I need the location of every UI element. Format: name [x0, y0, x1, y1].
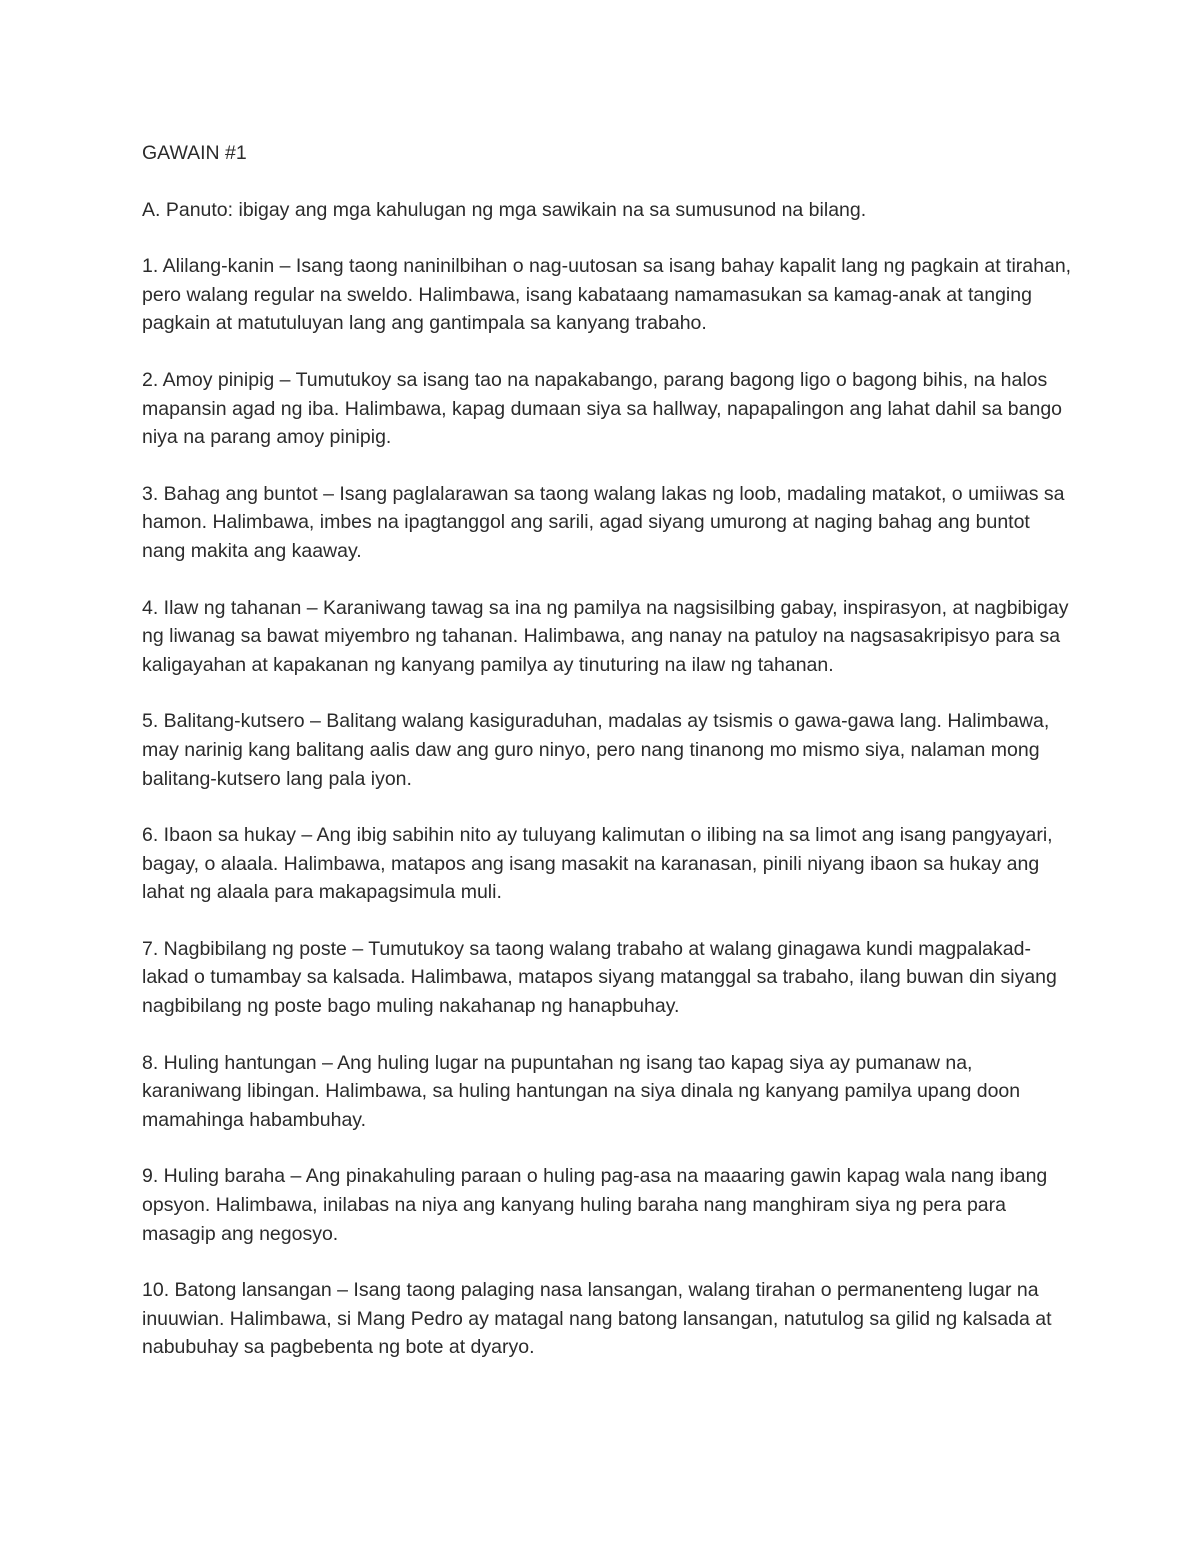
list-item-2: 2. Amoy pinipig – Tumutukoy sa isang tao na napakabango, parang bagong ligo o bagong bihis, na halos mapansin agad ng iba. Halimbawa, kapag dumaan siya sa hallway, napapalingon ang lahat dahil sa bango niya na parang amoy pinipig.	[142, 368, 1063, 449]
instruction-text: A. Panuto: ibigay ang mga kahulugan ng mga sawikain na sa sumusunod na bilang.	[142, 198, 867, 221]
list-item-3: 3. Bahag ang buntot – Isang paglalarawan sa taong walang lakas ng loob, madaling matakot, o umiiwas sa hamon. Halimbawa, imbes na ipagtanggol ang sarili, agad siyang umurong at naging bahag ang buntot nang makita ang kaaway.	[142, 482, 1065, 562]
list-item-5: 5. Balitang-kutsero – Balitang walang kasiguraduhan, madalas ay tsismis o gawa-gawa lang. Halimbawa, may narinig kang balitang aalis daw ang guro ninyo, pero nang tinanong mo mismo siya, nalaman mong balitang-kutsero lang pala iyon.	[142, 710, 1050, 790]
list-item-10: 10. Batong lansangan – Isang taong palaging nasa lansangan, walang tirahan o permanenteng lugar na inuuwian. Halimbawa, si Mang Pedro ay matagal nang batong lansangan, natutulog sa gilid ng kalsada at nabubuhay sa pagbebenta ng bote at dyaryo.	[142, 1279, 1052, 1359]
document-title: GAWAIN #1	[142, 142, 247, 164]
list-item-6: 6. Ibaon sa hukay – Ang ibig sabihin nito ay tuluyang kalimutan o ilibing na sa limot ang isang pangyayari, bagay, o alaala. Halimbawa, matapos ang isang masakit na karanasan, pinili niyang ibaon sa hukay ang lahat ng alaala para makapagsimula muli.	[142, 824, 1053, 904]
list-item-8: 8. Huling hantungan – Ang huling lugar na pupuntahan ng isang tao kapag siya ay pumanaw na, karaniwang libingan. Halimbawa, sa huling hantungan na siya dinala ng kanyang pamilya upang doon mamahinga habambuhay.	[142, 1051, 1021, 1131]
document-body	[142, 139, 1072, 1390]
list-item-4: 4. Ilaw ng tahanan – Karaniwang tawag sa ina ng pamilya na nagsisilbing gabay, inspirasyon, at nagbibigay ng liwanag sa bawat miyembro ng tahanan. Halimbawa, ang nanay na patuloy na nagsasakripisyo para sa kaligayahan at kapakanan ng kanyang pamilya ay tinuturing na ilaw ng tahanan.	[142, 596, 1069, 676]
list-item-9: 9. Huling baraha – Ang pinakahuling paraan o huling pag-asa na maaaring gawin kapag wala nang ibang opsyon. Halimbawa, inilabas na niya ang kanyang huling baraha nang manghiram siya ng pera para masagip ang negosyo.	[142, 1165, 1048, 1245]
list-item-1: 1. Alilang-kanin – Isang taong naninilbihan o nag-uutosan sa isang bahay kapalit lang ng pagkain at tirahan, pero walang regular na sweldo. Halimbawa, isang kabataang namamasukan sa kamag-anak at tanging pagkain at matutuluyan lang ang gantimpala sa kanyang trabaho.	[142, 255, 1072, 335]
list-item-7: 7. Nagbibilang ng poste – Tumutukoy sa taong walang trabaho at walang ginagawa kundi magpalakad-lakad o tumambay sa kalsada. Halimbawa, matapos siyang matanggal sa trabaho, ilang buwan din siyang nagbibilang ng poste bago muling nakahanap ng hanapbuhay.	[142, 937, 1057, 1018]
